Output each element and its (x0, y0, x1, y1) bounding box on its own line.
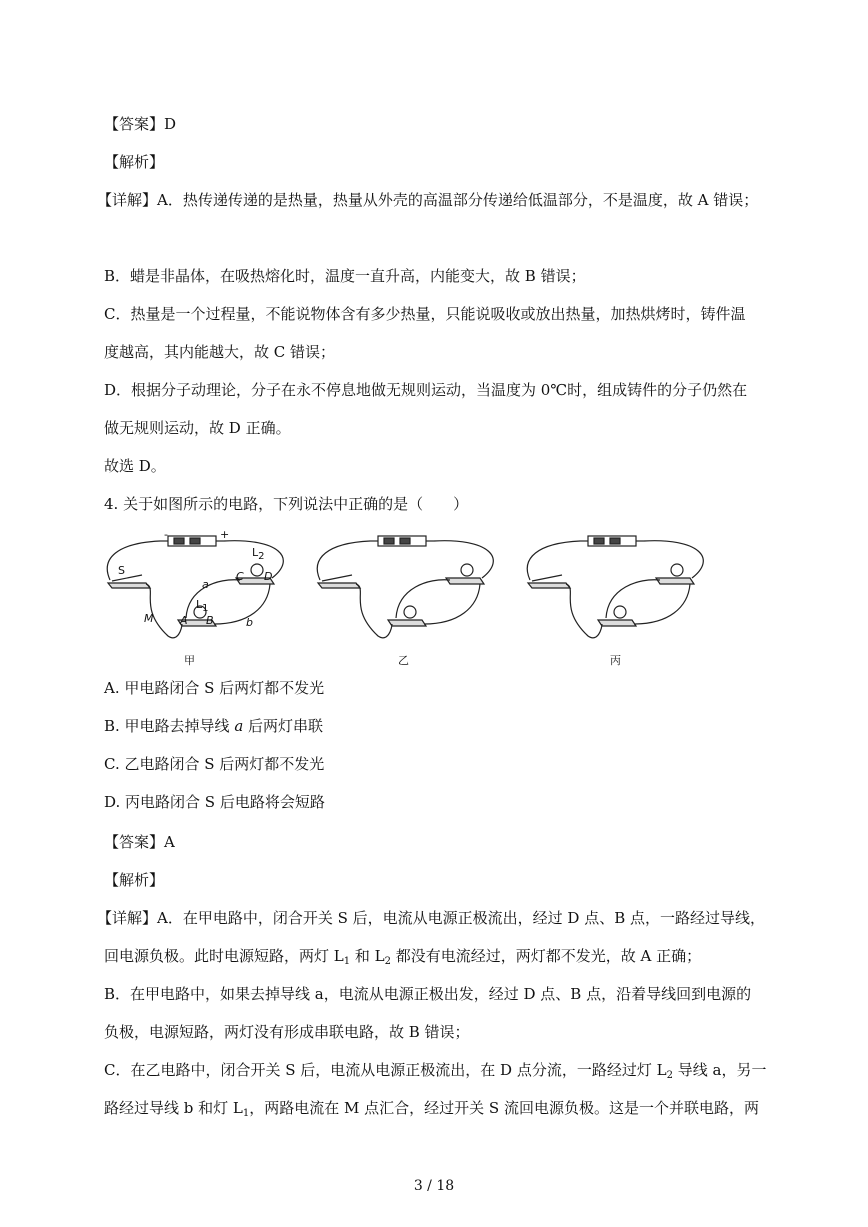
analysis-q4: 【解析】 (104, 871, 165, 889)
node-m-label: M (144, 612, 154, 625)
detail-q3-a: 【详解】A．热传递传递的是热量，热量从外壳的高温部分传递给低温部分，不是温度，故 A 错误； (97, 191, 759, 209)
lamp1-label: L1 (196, 598, 209, 614)
node-b-label: B (206, 614, 214, 627)
caption-yi: 乙 (398, 654, 409, 667)
node-d-label: D (264, 570, 273, 583)
analysis-q3: 【解析】 (104, 153, 165, 171)
answer-q3: 【答案】D (104, 115, 177, 133)
page-number: 3 / 18 (413, 1178, 455, 1194)
battery-plus-label: + (220, 528, 230, 541)
detail-q4-c1: C．在乙电路中，闭合开关 S 后，电流从电源正极流出，在 D 点分流，一路经过灯 $L_2$ 导线 a，另一 (104, 1061, 767, 1081)
question-4-stem: 4. 关于如图所示的电路，下列说法中正确的是（ ） (104, 495, 469, 513)
node-a-label: A (180, 614, 188, 627)
wire-b-label: b (246, 616, 253, 629)
battery-minus-label: - (164, 528, 168, 541)
detail-q4-a2: 回电源负极。此时电源短路，两灯 $L_1$ 和 $L_2$ 都没有电流经过，两灯都不发光，故 A 正确； (104, 947, 702, 967)
switch-label: S (118, 564, 125, 577)
detail-q3-d1: D．根据分子动理论，分子在永不停息地做无规则运动，当温度为 0℃时，组成铸件的分子仍然在 (104, 381, 748, 399)
caption-jia: 甲 (184, 654, 195, 667)
detail-q4-b2: 负极，电源短路，两灯没有形成串联电路，故 B 错误； (104, 1023, 470, 1041)
option-a: A. 甲电路闭合 S 后两灯都不发光 (104, 679, 325, 697)
caption-bing: 丙 (610, 654, 621, 667)
circuit-figure (98, 528, 708, 668)
option-c: C. 乙电路闭合 S 后两灯都不发光 (104, 755, 325, 773)
option-b: B. 甲电路去掉导线 a 后两灯串联 (104, 717, 324, 735)
option-d: D. 丙电路闭合 S 后电路将会短路 (104, 793, 325, 811)
detail-q3-b: B．蜡是非晶体，在吸热熔化时，温度一直升高，内能变大，故 B 错误； (104, 267, 586, 285)
detail-q4-b1: B．在甲电路中，如果去掉导线 a，电流从电源正极出发，经过 D 点、B 点，沿着导线回到电源的 (104, 985, 752, 1003)
detail-q4-c2: 路经过导线 b 和灯 $L_1$，两路电流在 M 点汇合，经过开关 S 流回电源负极。这是一个并联电路，两 (104, 1099, 759, 1119)
detail-q4-a1: 【详解】A．在甲电路中，闭合开关 S 后，电流从电源正极流出，经过 D 点、B 点，一路经过导线， (97, 909, 766, 927)
lamp2-label: L2 (252, 546, 265, 562)
circuit-diagrams (98, 528, 708, 668)
detail-q3-d2: 做无规则运动，故 D 正确。 (104, 419, 291, 437)
choice-q3: 故选 D。 (104, 457, 166, 475)
wire-a-label: a (202, 578, 209, 591)
answer-q4: 【答案】A (104, 833, 175, 851)
detail-q3-c1: C．热量是一个过程量，不能说物体含有多少热量，只能说吸收或放出热量，加热烘烤时，铸件温 (104, 305, 746, 323)
detail-q3-c2: 度越高，其内能越大，故 C 错误； (104, 343, 336, 361)
node-c-label: C (236, 570, 244, 583)
